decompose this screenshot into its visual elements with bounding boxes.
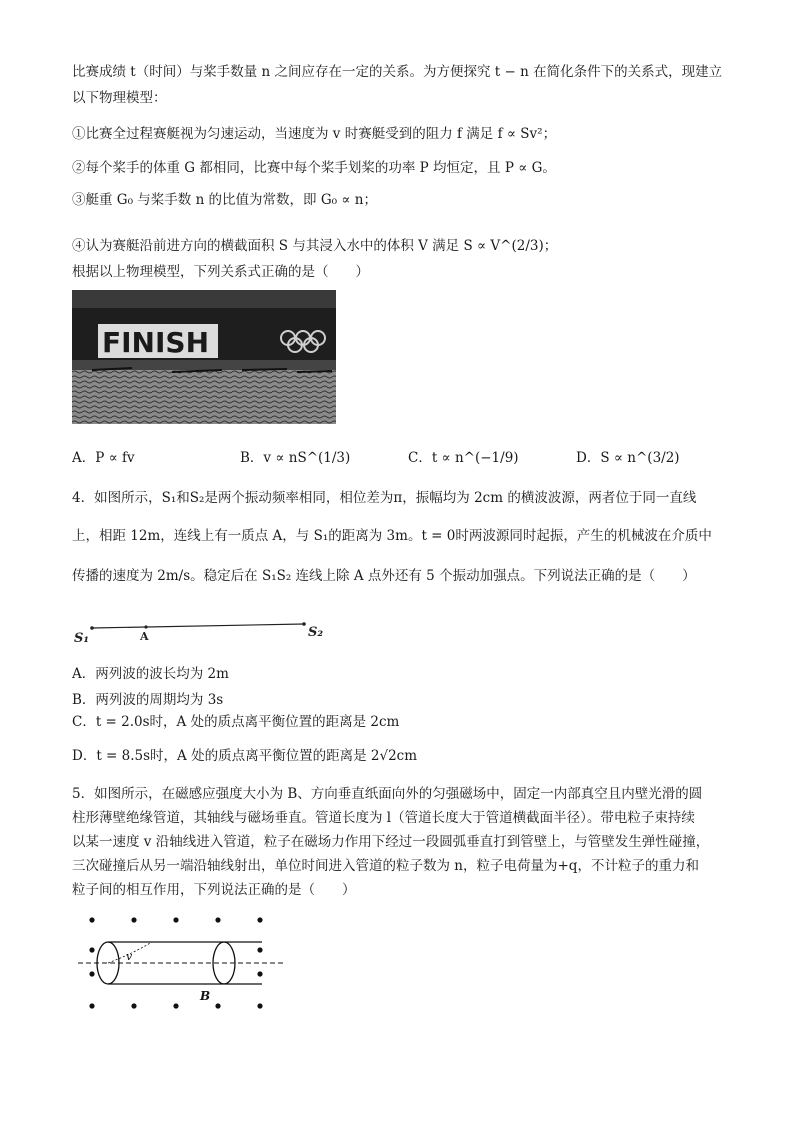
- q4-option-c: C．t = 2.0s时，A 处的质点离平衡位置的距离是 2cm: [72, 714, 400, 730]
- q4-option-d: D．t = 8.5s时，A 处的质点离平衡位置的距离是 2√2cm: [72, 748, 418, 764]
- condition-1: ①比赛全过程赛艇视为匀速运动，当速度为 v 时赛艇受到的阻力 f 满足 f ∝ Sv²；: [72, 126, 557, 142]
- q4-option-b: B．两列波的周期均为 3s: [72, 692, 224, 708]
- svg-text:FINISH: FINISH: [102, 326, 209, 359]
- condition-4: ④认为赛艇沿前进方向的横截面积 S 与其浸入水中的体积 V 满足 S ∝ V^(2/3)；: [72, 238, 558, 254]
- intro-line-1: 比赛成绩 t（时间）与桨手数量 n 之间应存在一定的关系。为方便探究 t − n 在简化条件下的关系式，现建立: [72, 64, 723, 80]
- condition-2: ②每个桨手的体重 G 都相同，比赛中每个桨手划桨的功率 P 均恒定，且 P ∝ G。: [72, 160, 556, 176]
- point-s2: [302, 622, 306, 626]
- q4-option-a: A．两列波的波长均为 2m: [72, 666, 229, 682]
- q5-line-5: 粒子间的相互作用，下列说法正确的是（ ）: [72, 882, 356, 898]
- magnetic-pipe-diagram: [72, 906, 292, 1018]
- q4-line-2: 上，相距 12m，连线上有一质点 A，与 S₁的距离为 3m。t = 0时两波源同时起振，产生的机械波在介质中: [72, 528, 712, 544]
- q3-question: 根据以上物理模型，下列关系式正确的是（ ）: [72, 264, 369, 280]
- q3-option-c: C．t ∝ n^(−1/9): [408, 450, 519, 466]
- q3-option-d: D．S ∝ n^(3/2): [576, 450, 680, 466]
- q5-line-2: 柱形薄壁绝缘管道，其轴线与磁场垂直。管道长度为 l（管道长度大于管道横截面半径）。带电粒子束持续: [72, 810, 695, 826]
- label-v: v: [126, 950, 133, 963]
- finish-banner-text: [98, 324, 218, 359]
- source-connecting-line: [92, 624, 304, 628]
- intro-line-2: 以下物理模型：: [72, 90, 167, 106]
- q3-option-b: B．v ∝ nS^(1/3): [240, 450, 351, 466]
- q5-line-1: 5．如图所示，在磁感应强度大小为 B、方向垂直纸面向外的匀强磁场中，固定一内部真空且内壁光滑的圆: [72, 786, 703, 802]
- q3-option-a: A．P ∝ fv: [72, 450, 135, 466]
- q5-line-4: 三次碰撞后从另一端沿轴线射出，单位时间进入管道的粒子数为 n，粒子电荷量为+q，不计粒子的重力和: [72, 858, 699, 874]
- point-s1: [90, 626, 94, 630]
- point-a: [144, 625, 147, 628]
- wave-source-diagram: [72, 612, 332, 646]
- q4-line-3: 传播的速度为 2m/s。稳定后在 S₁S₂ 连线上除 A 点外还有 5 个振动加强点。下列说法正确的是（ ）: [72, 568, 696, 584]
- q5-line-3: 以某一速度 v 沿轴线进入管道，粒子在磁场力作用下经过一段圆弧垂直打到管壁上，与管壁发生弹性碰撞，: [72, 834, 710, 850]
- label-s2: S₂: [308, 625, 324, 640]
- q4-line-1: 4．如图所示，S₁和S₂是两个振动频率相同，相位差为π，振幅均为 2cm 的横波波源，两者位于同一直线: [72, 490, 697, 506]
- rowing-finish-photo: [72, 290, 336, 424]
- label-s1: S₁: [74, 631, 90, 646]
- label-b: B: [200, 989, 211, 1003]
- condition-3: ③艇重 G₀ 与桨手数 n 的比值为常数，即 G₀ ∝ n；: [72, 192, 377, 208]
- label-a: A: [140, 630, 149, 643]
